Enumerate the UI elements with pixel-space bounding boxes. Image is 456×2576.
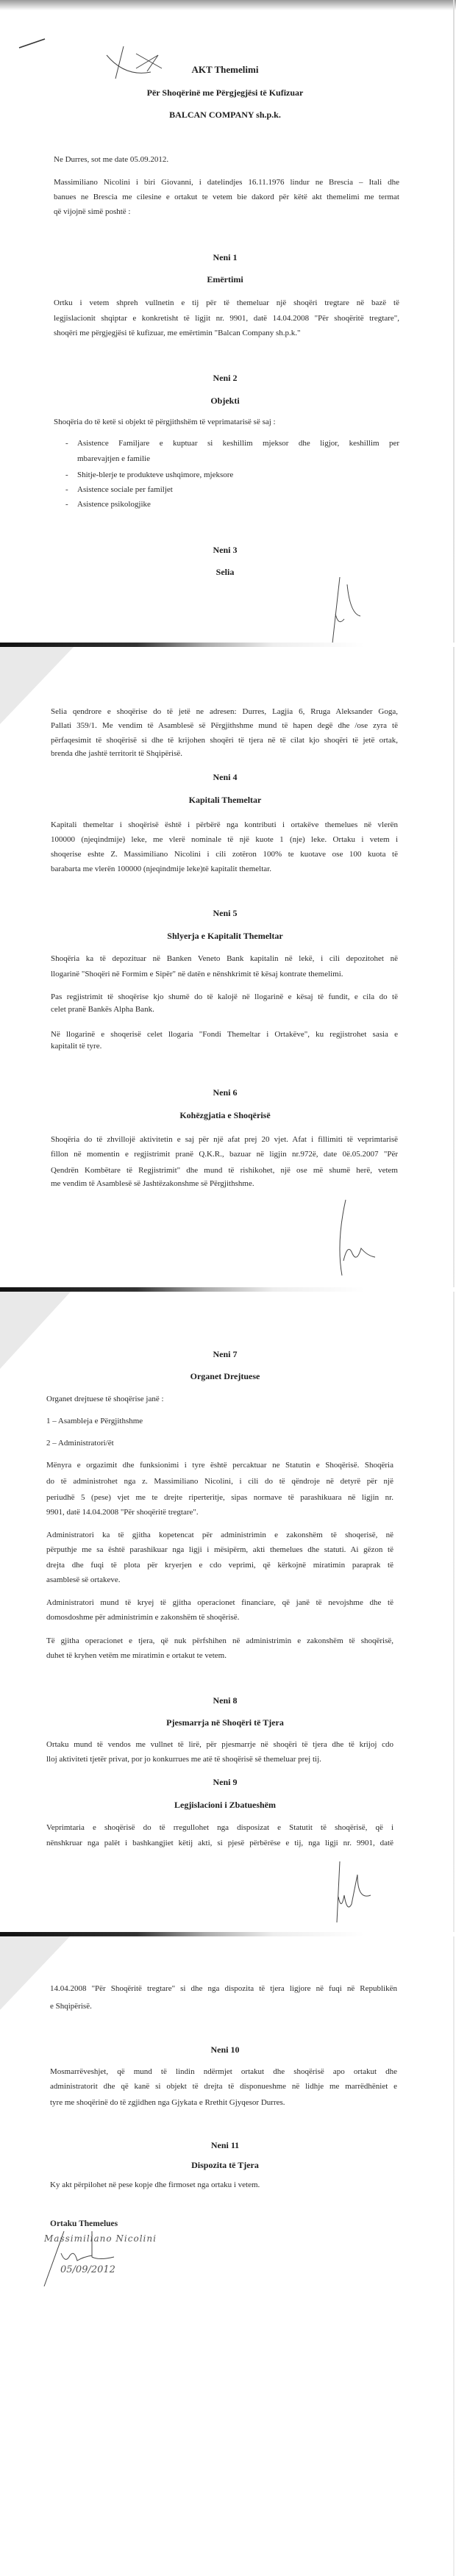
- intro-line: që vijojnë simë poshtë :: [54, 207, 131, 216]
- article-heading: Kapitali Themeltar: [188, 795, 262, 805]
- paragraph-line: Administratori ka të gjitha kopetencat për administrimin e zakonshëm të shoqerisë, në: [46, 1531, 393, 1539]
- paragraph-line: Ortaku mund të vendos me vullnet të lirë, për pjesmarrje në shoqëri të tjera dhe të krijoj cdo: [46, 1740, 393, 1749]
- article-number: Neni 11: [210, 2140, 240, 2150]
- list-item: 2 – Administratori/ët: [46, 1439, 114, 1448]
- paragraph-line: 14.04.2008 "Për Shoqëritë tregtare" si dhe nga dispozita të tjera ligjore në fuqi në Republikën: [50, 1984, 397, 1993]
- signature-label: Ortaku Themelues: [50, 2219, 118, 2228]
- paragraph-line: legjislacionit shqiptar e konkretisht të ligjit nr. 9901, datë 14.04.2008 "Për shoqëritë tregtare",: [54, 314, 399, 323]
- article-heading: Pjesmarrja në Shoqëri të Tjera: [166, 1717, 284, 1728]
- bullet-item: Shitje-blerje te produkteve ushqimore, mjeksore: [77, 471, 234, 479]
- paragraph-line: Shoqëria do të zhvillojë aktivitetin e saj për një afat prej 20 vjet. Afat i fillimiti të veprimtarisë: [51, 1135, 398, 1144]
- article-number: Neni 10: [210, 2044, 240, 2055]
- paragraph-line: fillon në momentin e regjistrimit pranë Q.K.R., bazuar në ligjin nr.972ë, date 0ë.05.2007 "Për: [51, 1150, 398, 1159]
- paragraph-line: kapitalit të tyre.: [51, 1042, 102, 1051]
- paragraph-line: 100000 (njeqindmije) leke, me vlerë nominale të një kuote 1 (nje) leke. Ortaku i vetem i: [51, 835, 398, 844]
- paragraph-line: duhet të kryhen vetëm me miratimin e ortakut te vetem.: [46, 1651, 227, 1660]
- paragraph-line: brenda dhe jashtë territorit të Shqipërisë.: [51, 749, 182, 758]
- page-fold-shadow: [0, 1292, 81, 1373]
- paragraph-line: administratorit dhe që kanë si objekt të drejta të disponueshme në lidhje me marrëdhëniet e: [50, 2082, 397, 2091]
- initials-signature-icon: [324, 573, 368, 647]
- paragraph-line: me vendim të Asamblesë së Jashtëzakonshme së Përgjithshme.: [51, 1179, 254, 1188]
- paragraph-line: do të administrohet nga z. Massimiliano Nicolini, i cili do të qëndroje në detyrë për një: [46, 1477, 393, 1486]
- article-number: Neni 2: [213, 373, 238, 383]
- document-title: AKT Themelimi: [191, 64, 259, 75]
- paragraph-line: tyre me shoqërinë do të zgjidhen nga Gjykata e Rrethit Gjyqesor Durres.: [50, 2098, 285, 2107]
- article-heading: Legjislacioni i Zbatueshëm: [174, 1800, 276, 1810]
- article-number: Neni 9: [213, 1777, 238, 1787]
- bullet-dash-icon: -: [65, 485, 68, 494]
- handwritten-date: 05/09/2012: [60, 2264, 115, 2275]
- article-number: Neni 8: [213, 1695, 238, 1706]
- article-number: Neni 5: [213, 908, 238, 918]
- paragraph-line: Kapitali themeltar i shoqërisë është i përbërë nga kontributi i ortakëve themelues në vlerën: [51, 820, 398, 829]
- article-number: Neni 4: [213, 772, 238, 782]
- paragraph-line: drejta dhe fuqi të plota për kryerjen e cdo veprimi, që kërkojnë miratimin paraprak të: [46, 1561, 393, 1570]
- article-heading: Selia: [215, 567, 235, 577]
- article-heading: Kohëzgjatia e Shoqërisë: [179, 1110, 271, 1120]
- paragraph-line: Qendrën Kombëtare të Regjistrimit" dhe mund të rishikohet, një ose më shumë herë, vetem: [51, 1166, 398, 1175]
- paragraph-line: barabarta me vlerën 100000 (njeqindmije leke)të kapitalit themeltar.: [51, 865, 271, 873]
- founder-signature-icon: [40, 2228, 136, 2290]
- place-date: Ne Durres, sot me date 05.09.2012.: [54, 155, 169, 164]
- paragraph-line: asamblesë së ortakeve.: [46, 1575, 121, 1584]
- bullet-dash-icon: -: [65, 500, 68, 509]
- article-number: Neni 6: [213, 1087, 238, 1098]
- handwritten-name: Massimiliano Nicolini: [44, 2233, 157, 2244]
- paragraph-line: Ortku i vetem shpreh vullnetin e tij për të themeluar një shoqëri tregtare në bazë të: [54, 298, 399, 307]
- paragraph-line: celet pranë Bankës Alpha Bank.: [51, 1005, 154, 1014]
- paragraph-line: Shoqëria ka të depozituar në Banken Veneto Bank kapitalin në lekë, i cili depozitohet në: [51, 954, 398, 963]
- paragraph-line: e Shqipërisë.: [50, 2002, 92, 2011]
- bullet-dash-icon: -: [65, 471, 68, 479]
- paragraph-line: Në llogarinë e shoqerisë celet llogaria "Fondi Themeltar i Ortakëve", ku regjistrohet sasia e: [51, 1030, 398, 1039]
- scan-shadow: [0, 0, 456, 10]
- paragraph-line: shoqëri me përgjegjësi të kufizuar, me emërtimin "Balcan Company sh.p.k.": [54, 329, 301, 337]
- article-heading: Organet Drejtuese: [190, 1371, 260, 1381]
- initials-signature-icon: [332, 1860, 377, 1926]
- paragraph-line: përfaqesimit të shoqërisë si dhe të krijohen shoqëri të tjera në të cilat kjo shoqëri të jetë ortak,: [51, 736, 398, 745]
- paragraph-line: domosdoshme për administrimin e zakonshëm të shoqërisë.: [46, 1613, 240, 1622]
- paragraph-line: Mënyra e orgazimit dhe funksionimi i tyre është percaktuar ne Statutin e Shoqërisë. Shoqëria: [46, 1461, 393, 1470]
- article-heading: Dispozita të Tjera: [191, 2160, 259, 2170]
- paragraph-line: shoqerise eshte Z. Massimiliano Nicolini i cili zotëron 100% te kuotave ose 100 kuota të: [51, 850, 398, 859]
- initials-signature-icon: [335, 1198, 379, 1279]
- article-heading: Shlyerja e Kapitalit Themeltar: [167, 931, 283, 941]
- paragraph-line: Ky akt përpilohet në pese kopje dhe firmoset nga ortaku i vetem.: [50, 2180, 260, 2189]
- paragraph-line: 9901, datë 14.04.2008 "Për shoqëritë tregtare".: [46, 1508, 199, 1517]
- bullet-item: Asistence psikologjike: [77, 500, 151, 509]
- article-heading: Objekti: [210, 396, 240, 406]
- bullet-dash-icon: -: [65, 439, 68, 448]
- bullet-item: mbarevajtjen e familie: [77, 454, 150, 463]
- article-number: Neni 3: [213, 545, 238, 555]
- intro-line: Massimiliano Nicolini i biri Giovanni, i datelindjes 16.11.1976 lindur ne Brescia – Itali dhe: [54, 178, 399, 187]
- company-name: BALCAN COMPANY sh.p.k.: [169, 110, 281, 120]
- bullet-item: Asistence sociale per familjet: [77, 485, 173, 494]
- article-number: Neni 7: [213, 1349, 238, 1359]
- paragraph-line: periudhë 5 (pese) vjet me te drejte riperteritje, sipas normave të parashikuara në ligjin nr.: [46, 1493, 393, 1502]
- document-subtitle: Për Shoqërinë me Përgjegjësi të Kufizuar: [146, 87, 304, 98]
- paragraph-line: Veprimtaria e shoqërisë do të rregullohet nga disposizat e Statutit të shoqërisë, që i: [46, 1823, 393, 1832]
- paragraph-line: Pallati 359/1. Me vendim të Asamblesë së Përgjithshme mund të hapen degë dhe /ose zyra të: [51, 721, 398, 730]
- handwritten-mark-icon: [15, 33, 169, 85]
- paragraph-line: lloj aktiviteti tjetër privat, por jo konkurrues me atë të shoqërisë së themeluar prej tij.: [46, 1755, 321, 1764]
- article-number: Neni 1: [213, 252, 238, 262]
- intro-line: banues ne Brescia me cilesine e ortakut te vetem bie dakord për këtë akt themelimi me termat: [54, 193, 399, 201]
- list-item: 1 – Asambleja e Përgjithshme: [46, 1417, 143, 1425]
- paragraph-line: Shoqëria do të ketë si objekt të përgjithshëm të veprimatarisë së saj :: [54, 418, 276, 426]
- paragraph-line: Administratori mund të kryej të gjitha operacionet financiare, që janë të nevojshme dhe të: [46, 1598, 393, 1607]
- paragraph-line: llogarinë "Shoqëri në Formim e Sipër" në datën e nënshkrimit të kësaj kontrate themelimi.: [51, 970, 343, 978]
- paragraph-line: Pas regjistrimit të shoqërise kjo shumë do të kalojë në llogarinë e kësaj të fundit, e cila do të: [51, 992, 398, 1001]
- paragraph-line: Selia qendrore e shoqërise do të jetë ne adresen: Durres, Lagjia 6, Rruga Aleksander Goga,: [51, 707, 398, 716]
- article-heading: Emërtimi: [207, 274, 243, 285]
- bullet-item: Asistence Familjare e kuptuar si keshillim mjeksor dhe ligjor, keshillim per: [77, 439, 399, 448]
- paragraph-line: Mosmarrëveshjet, që mund të lindin ndërmjet ortakut dhe shoqërisë apo ortakut dhe: [50, 2067, 397, 2076]
- paragraph-line: nënshkruar nga palët i bashkangjiet këtij akti, si pjesë përbërëse e tij, nga ligji nr. 9901, datë: [46, 1839, 393, 1847]
- paragraph-line: Të gjitha operacionet e tjera, që nuk përfshihen në administrimin e zakonshëm të shoqërisë,: [46, 1636, 393, 1645]
- paragraph-line: Organet drejtuese të shoqërise janë :: [46, 1395, 164, 1403]
- paragraph-line: përputhje me sa është parashikuar nga ligji i mësipërm, akti themelues dhe statuti. Ai gëzon të: [46, 1545, 393, 1554]
